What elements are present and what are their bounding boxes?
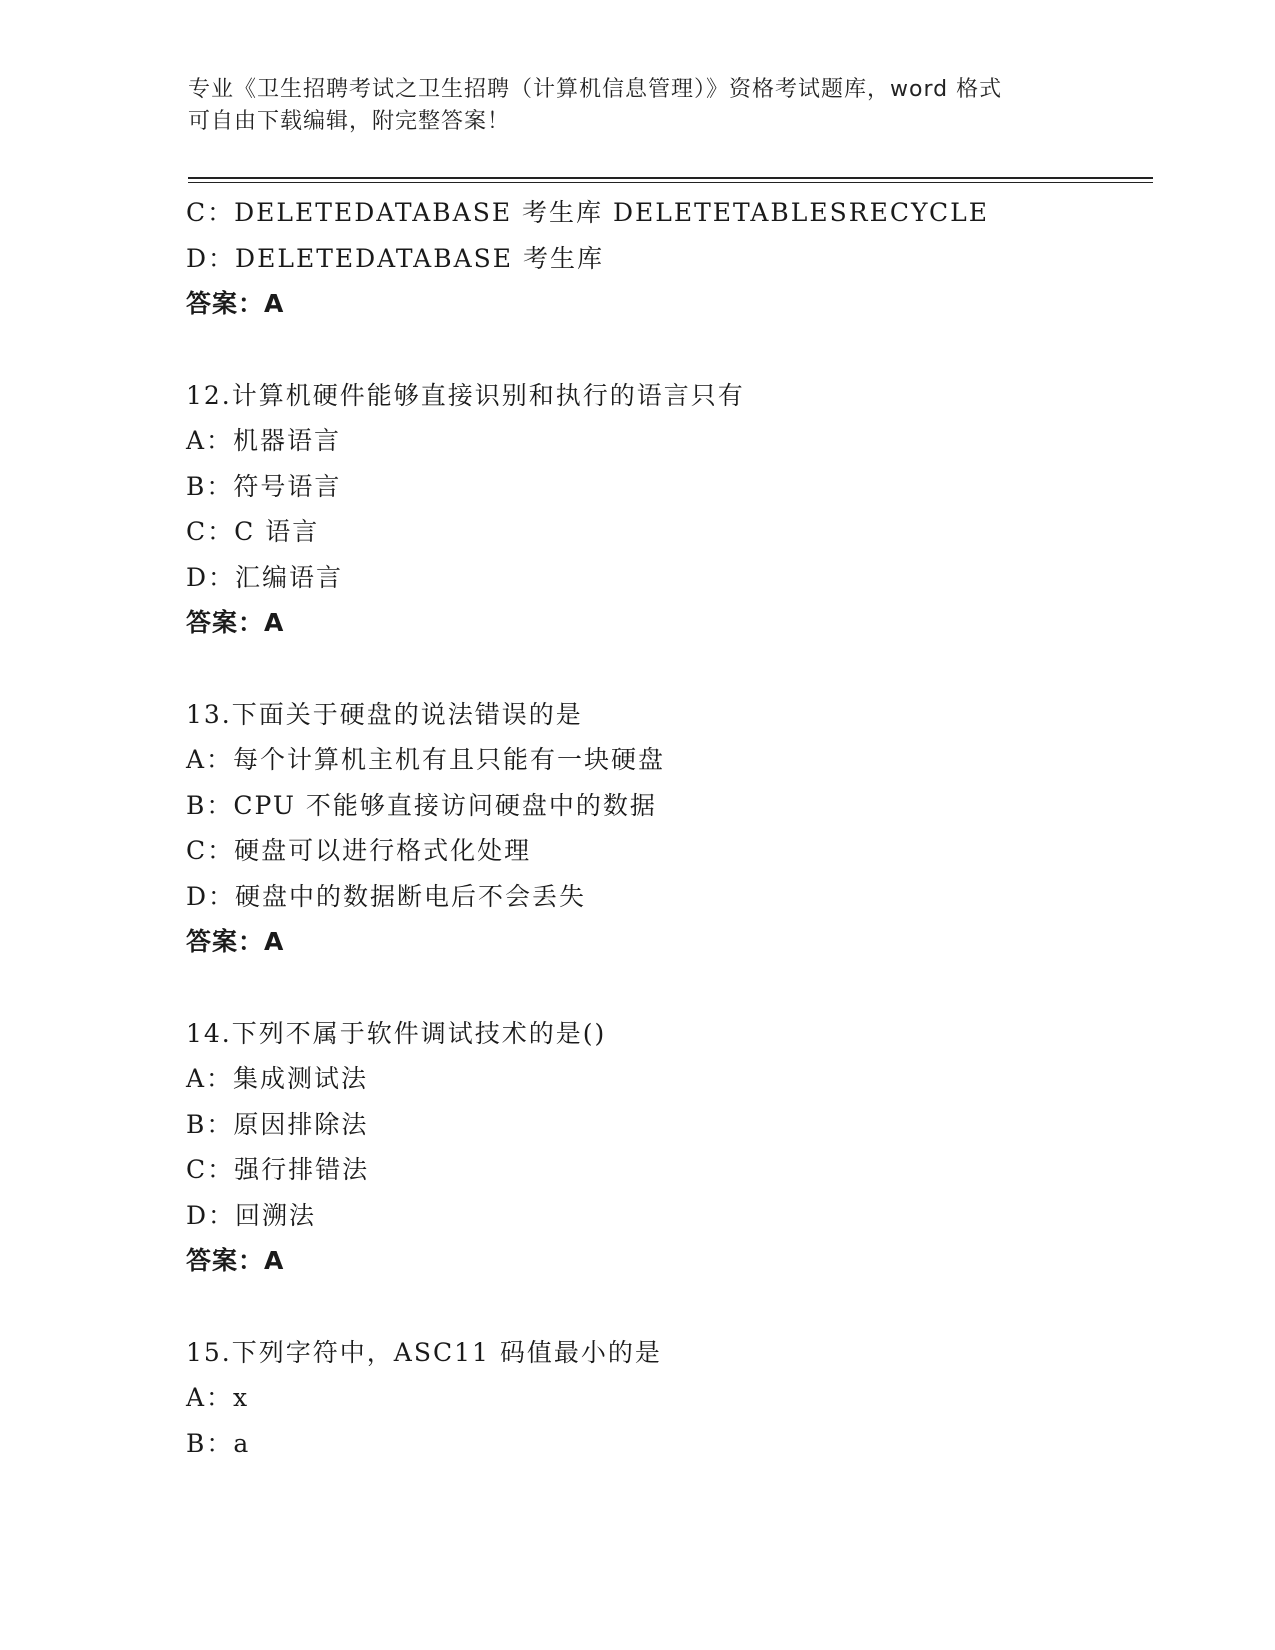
header-line-1: 专业《卫生招聘考试之卫生招聘（计算机信息管理）》资格考试题库，word 格式 [188, 77, 1003, 102]
option-d: D：回溯法 [186, 1200, 317, 1230]
question-stem: 12.计算机硬件能够直接识别和执行的语言只有 [186, 380, 745, 410]
question-11-tail [186, 190, 1146, 327]
spacer [186, 965, 1146, 1011]
spacer [186, 327, 1146, 373]
option-c: C：强行排错法 [186, 1155, 370, 1184]
question-stem: 13.下面关于硬盘的说法错误的是 [186, 699, 583, 729]
option-a: A：机器语言 [186, 426, 342, 455]
header-rule-thin [188, 182, 1153, 183]
option-b: B：a [186, 1428, 251, 1458]
question-stem: 15.下列字符中，ASC11 码值最小的是 [186, 1337, 662, 1367]
spacer [186, 646, 1146, 692]
option-b: B：符号语言 [186, 471, 342, 501]
option-b: B：原因排除法 [186, 1109, 369, 1139]
question-list [186, 190, 1146, 1466]
option-d: D：汇编语言 [186, 562, 344, 592]
question-12 [186, 373, 1146, 646]
document-header [188, 74, 1088, 138]
option-b: B：CPU 不能够直接访问硬盘中的数据 [186, 790, 657, 820]
spacer [186, 1284, 1146, 1330]
option-c: C：硬盘可以进行格式化处理 [186, 836, 532, 865]
option-a: A：每个计算机主机有且只能有一块硬盘 [186, 745, 666, 774]
answer-line: 答案：A [186, 1246, 285, 1275]
question-14 [186, 1011, 1146, 1284]
answer-line: 答案：A [186, 927, 285, 956]
header-line-2: 可自由下载编辑，附完整答案！ [188, 109, 511, 134]
option-a: A：x [186, 1383, 250, 1412]
option-d: D：硬盘中的数据断电后不会丢失 [186, 881, 587, 911]
answer-line: 答案：A [186, 608, 285, 637]
option-a: A：集成测试法 [186, 1064, 369, 1093]
option-c: C：C 语言 [186, 517, 320, 546]
option-d: D：DELETEDATABASE 考生库 [186, 243, 604, 273]
answer-line: 答案：A [186, 289, 285, 318]
question-13 [186, 692, 1146, 965]
question-stem: 14.下列不属于软件调试技术的是() [186, 1018, 607, 1048]
option-c: C：DELETEDATABASE 考生库 DELETETABLESRECYCLE [186, 198, 990, 227]
header-rule-thick [188, 177, 1153, 179]
question-15 [186, 1330, 1146, 1467]
